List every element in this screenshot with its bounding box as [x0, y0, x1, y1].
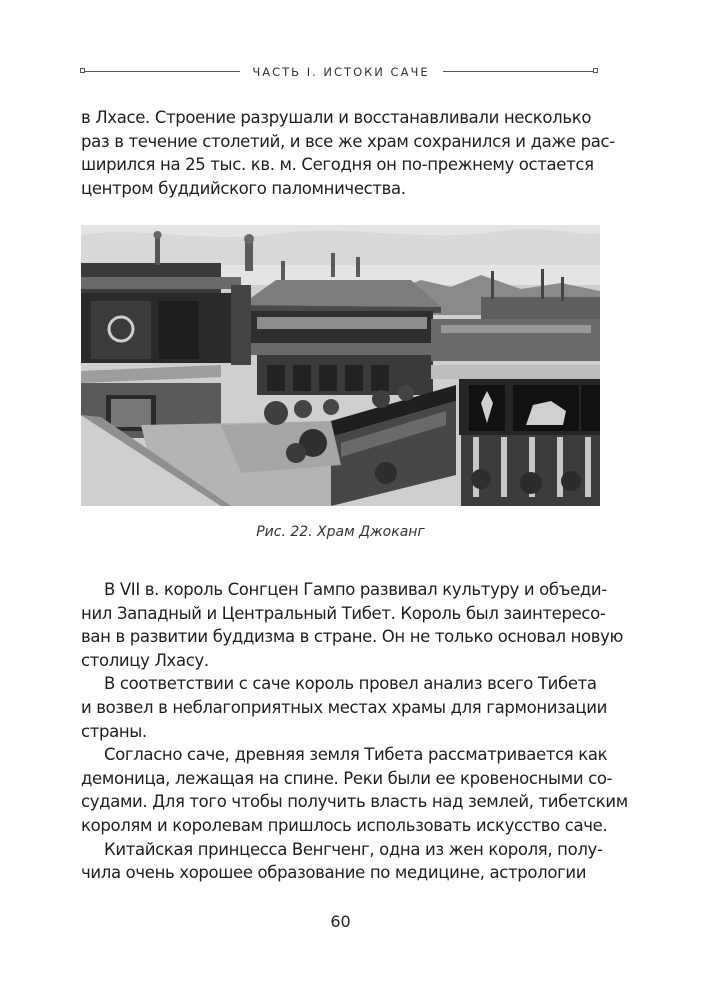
text-line: королям и королевам пришлось использовать искусство саче.: [81, 815, 608, 835]
text-line: В VII в. король Сонгцен Гампо развивал культуру и объеди-: [104, 580, 607, 599]
header-left-rule: [85, 71, 240, 72]
header-right-ornament: [593, 68, 598, 73]
text-line: Согласно саче, древняя земля Тибета рассматривается как: [104, 745, 608, 765]
body-text: [81, 578, 628, 885]
running-header: [80, 64, 598, 80]
text-line: ван в развитии буддизма в стране. Он не только основал новую: [81, 627, 624, 647]
text-line: раз в течение столетий, и все же храм сохранился и даже рас-: [81, 131, 615, 151]
text-line: столицу Лхасу.: [81, 650, 209, 670]
paragraph-top: [81, 106, 615, 200]
text-line: демоница, лежащая на спине. Реки были ее кровеносными со-: [81, 768, 613, 788]
text-line: судами. Для того чтобы получить власть над землей, тибетским: [81, 792, 628, 812]
page-number: 60: [330, 912, 351, 931]
text-line: страны.: [81, 721, 147, 741]
text-line: в Лхасе. Строение разрушали и восстанавливали несколько: [81, 108, 592, 127]
jokhang-temple-photo: [81, 225, 600, 506]
text-line: ширился на 25 тыс. кв. м. Сегодня он по-прежнему остается: [81, 155, 594, 175]
running-header-title: ЧАСТЬ I. ИСТОКИ САЧЕ: [252, 65, 430, 79]
text-line: центром буддийского паломничества.: [81, 178, 406, 198]
text-line: Китайская принцесса Венгченг, одна из жен короля, полу-: [104, 839, 603, 859]
figure-caption: Рис. 22. Храм Джоканг: [256, 524, 425, 540]
text-line: В соответствии с саче король провел анализ всего Тибета: [104, 674, 597, 694]
header-right-rule: [443, 71, 593, 72]
text-line: и возвел в неблагоприятных местах храмы для гармонизации: [81, 697, 607, 717]
text-line: чила очень хорошее образование по медицине, астрологии: [81, 863, 587, 883]
text-line: нил Западный и Центральный Тибет. Король был заинтересо-: [81, 603, 606, 623]
